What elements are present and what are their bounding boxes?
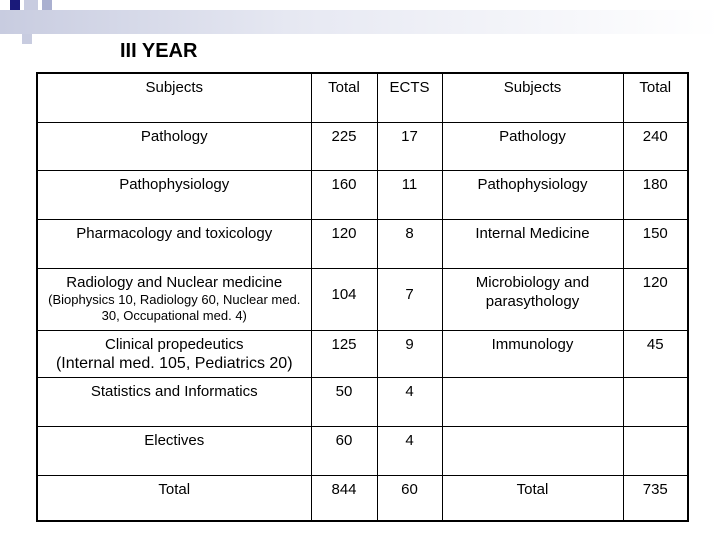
total-2: 150 <box>623 219 688 268</box>
table-row <box>37 330 688 377</box>
table-row <box>37 170 688 219</box>
subject-1-detail: (Internal med. 105, Pediatrics 20) <box>55 354 293 372</box>
subject-2 <box>442 377 623 426</box>
ects-value: 7 <box>405 285 414 303</box>
total-1: 50 <box>311 377 377 426</box>
curriculum-table <box>36 72 689 522</box>
ects: 4 <box>377 377 442 426</box>
square-1 <box>10 0 20 10</box>
ects <box>377 268 442 330</box>
subject-2: Pathophysiology <box>442 170 623 219</box>
header-subjects-1: Subjects <box>37 73 311 122</box>
subject-1 <box>37 330 311 377</box>
subject-1-title: Clinical propedeutics <box>105 335 244 353</box>
table-row <box>37 377 688 426</box>
table-row <box>37 219 688 268</box>
total-1: 120 <box>311 219 377 268</box>
subject-1: Pharmacology and toxicology <box>37 219 311 268</box>
header-total-1: Total <box>311 73 377 122</box>
header-gradient-bar <box>0 10 720 34</box>
total-2: 180 <box>623 170 688 219</box>
total-1: 125 <box>311 330 377 377</box>
ects: 11 <box>377 170 442 219</box>
square-7 <box>22 34 32 44</box>
ects: 4 <box>377 426 442 475</box>
header-ects: ECTS <box>377 73 442 122</box>
subject-1: Pathophysiology <box>37 170 311 219</box>
ects: 8 <box>377 219 442 268</box>
grand-ects: 60 <box>377 475 442 521</box>
total-1: 60 <box>311 426 377 475</box>
total-1-value: 104 <box>331 285 357 303</box>
subject-1 <box>37 268 311 330</box>
total-2 <box>623 377 688 426</box>
square-2 <box>24 0 38 10</box>
subject-2: Microbiology and parasythology <box>442 268 623 330</box>
subject-1: Statistics and Informatics <box>37 377 311 426</box>
subject-1: Electives <box>37 426 311 475</box>
header-row <box>37 73 688 122</box>
table-row <box>37 268 688 330</box>
total-2 <box>623 426 688 475</box>
total-2: 120 <box>623 268 688 330</box>
total-label-1: Total <box>37 475 311 521</box>
total-1: 225 <box>311 122 377 170</box>
grand-total-1: 844 <box>311 475 377 521</box>
page-title: III YEAR <box>120 40 198 62</box>
subject-2: Pathology <box>442 122 623 170</box>
total-1: 160 <box>311 170 377 219</box>
total-label-2: Total <box>442 475 623 521</box>
total-row <box>37 475 688 521</box>
subject-2: Immunology <box>442 330 623 377</box>
ects: 17 <box>377 122 442 170</box>
subject-1: Pathology <box>37 122 311 170</box>
total-1 <box>311 268 377 330</box>
table-row <box>37 426 688 475</box>
header-total-2: Total <box>623 73 688 122</box>
table-row <box>37 122 688 170</box>
subject-2 <box>442 426 623 475</box>
total-2: 45 <box>623 330 688 377</box>
total-2: 240 <box>623 122 688 170</box>
header-subjects-2: Subjects <box>442 73 623 122</box>
grand-total-2: 735 <box>623 475 688 521</box>
ects: 9 <box>377 330 442 377</box>
subject-2: Internal Medicine <box>442 219 623 268</box>
subject-1-detail: (Biophysics 10, Radiology 60, Nuclear med. 30, Occupational med. 4) <box>48 291 301 323</box>
subject-1-title: Radiology and Nuclear medicine <box>66 273 283 291</box>
